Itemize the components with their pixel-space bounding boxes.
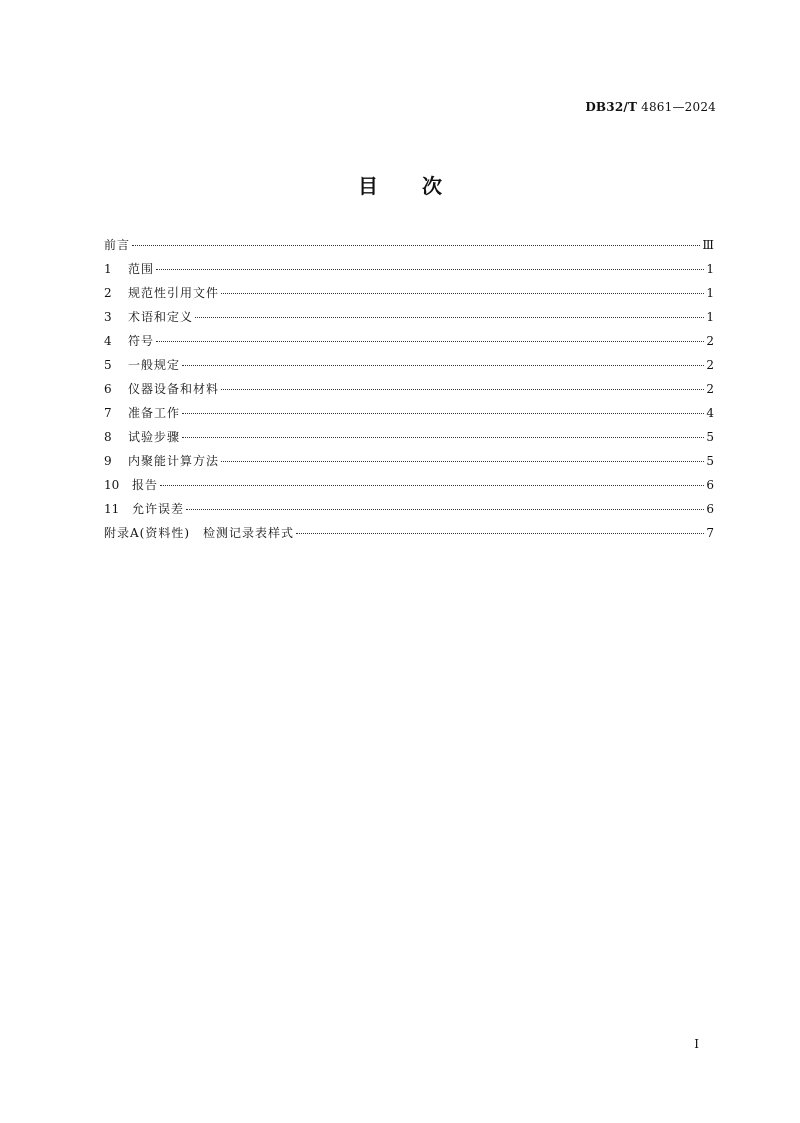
toc-leader xyxy=(221,293,704,294)
toc-entry-10[interactable] xyxy=(104,476,714,500)
toc-entry-page: 1 xyxy=(706,286,714,300)
toc-entry-number: 4 xyxy=(104,334,112,348)
toc-entry-number: 11 xyxy=(104,502,120,516)
toc-entry-1[interactable] xyxy=(104,260,714,284)
toc-entry-number: 1 xyxy=(104,262,112,276)
toc-leader xyxy=(296,533,704,534)
toc-leader xyxy=(186,509,704,510)
toc-entry-number: 2 xyxy=(104,286,112,300)
toc-entry-number: 8 xyxy=(104,430,112,444)
toc-leader xyxy=(221,461,704,462)
toc-entry-page: 2 xyxy=(706,382,714,396)
toc-entry-number: 9 xyxy=(104,454,112,468)
toc-entry-number: 10 xyxy=(104,478,120,492)
toc-entry-title: 附录A(资料性) 检测记录表样式 xyxy=(104,526,295,540)
standard-prefix: DB32/T xyxy=(585,100,638,114)
toc-entry-11[interactable] xyxy=(104,500,714,524)
toc-entry-title: 术语和定义 xyxy=(128,310,194,324)
toc-entry-number: 7 xyxy=(104,406,112,420)
toc-entry-title: 一般规定 xyxy=(128,358,181,372)
toc-leader xyxy=(182,365,704,366)
toc-entry-title: 符号 xyxy=(128,334,155,348)
toc-entry-page: 5 xyxy=(706,430,714,444)
toc-heading-char-1: 目 xyxy=(358,174,378,198)
toc-entry-page: 4 xyxy=(706,406,714,420)
toc-entry-page: 1 xyxy=(706,262,714,276)
toc-entry-page: 2 xyxy=(706,334,714,348)
toc-heading-char-2: 次 xyxy=(422,174,442,198)
toc-entry-number: 5 xyxy=(104,358,112,372)
toc-entry-page: Ⅲ xyxy=(702,238,714,252)
toc-leader xyxy=(182,413,704,414)
toc-entry-page: 2 xyxy=(706,358,714,372)
toc-entry-appendix-a[interactable] xyxy=(104,524,714,548)
toc-leader xyxy=(221,389,704,390)
toc-leader xyxy=(160,485,704,486)
toc-entry-8[interactable] xyxy=(104,428,714,452)
toc-entry-title: 允许误差 xyxy=(132,502,185,516)
toc-entry-page: 7 xyxy=(706,526,714,540)
toc-entry-title: 报告 xyxy=(132,478,159,492)
toc-entry-page: 5 xyxy=(706,454,714,468)
toc-entry-page: 1 xyxy=(706,310,714,324)
toc-entry-title: 前言 xyxy=(104,238,131,252)
toc-entry-2[interactable] xyxy=(104,284,714,308)
toc-entry-4[interactable] xyxy=(104,332,714,356)
toc-entry-3[interactable] xyxy=(104,308,714,332)
toc-entry-9[interactable] xyxy=(104,452,714,476)
toc-entry-page: 6 xyxy=(706,502,714,516)
toc-entry-7[interactable] xyxy=(104,404,714,428)
toc-leader xyxy=(132,245,700,246)
toc-entry-6[interactable] xyxy=(104,380,714,404)
toc-leader xyxy=(156,341,704,342)
document-code xyxy=(585,100,716,114)
standard-number: 4861—2024 xyxy=(641,100,716,114)
toc-entry-page: 6 xyxy=(706,478,714,492)
toc-entry-5[interactable] xyxy=(104,356,714,380)
toc-leader xyxy=(156,269,704,270)
toc-entry-title: 准备工作 xyxy=(128,406,181,420)
page-number: I xyxy=(694,1037,699,1051)
toc-entry-title: 范围 xyxy=(128,262,155,276)
toc-entry-title: 内聚能计算方法 xyxy=(128,454,220,468)
toc-entry-foreword[interactable] xyxy=(104,236,714,260)
toc-heading xyxy=(0,170,800,199)
toc-entry-number: 6 xyxy=(104,382,112,396)
toc-entry-title: 仪器设备和材料 xyxy=(128,382,220,396)
toc-leader xyxy=(182,437,704,438)
toc-leader xyxy=(195,317,704,318)
toc-entry-number: 3 xyxy=(104,310,112,324)
toc-list xyxy=(104,236,714,548)
toc-entry-title: 规范性引用文件 xyxy=(128,286,220,300)
toc-entry-title: 试验步骤 xyxy=(128,430,181,444)
